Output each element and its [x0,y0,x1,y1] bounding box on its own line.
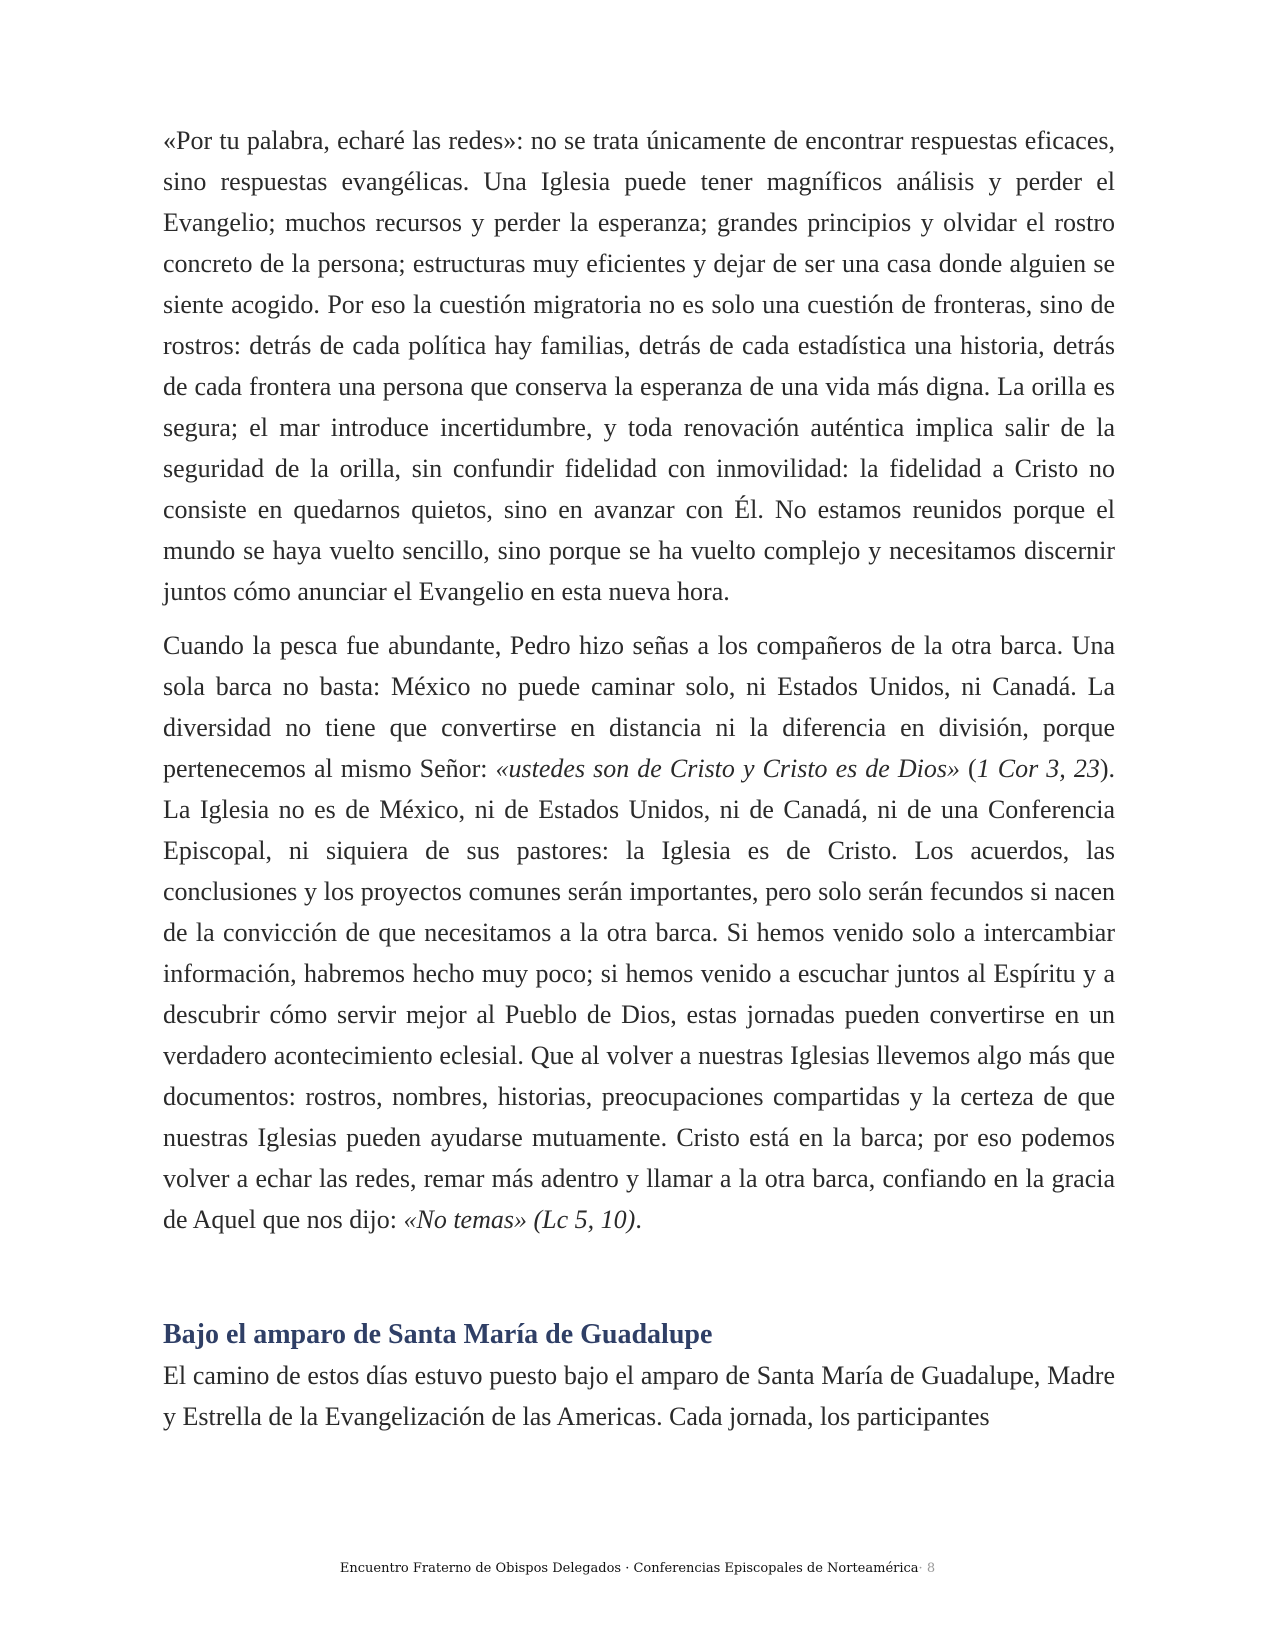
scripture-citation-1: 1 Cor 3, 23 [976,754,1100,783]
paragraph-1: «Por tu palabra, echaré las redes»: no se trata únicamente de encontrar respuestas eficaces, sino respuestas evangélicas. Una Iglesia puede tener magníficos análisis y perder el Evangelio; muchos recursos y perder la esperanza; grandes principios y olvidar el rostro concreto de la persona; estructuras muy eficientes y dejar de ser una casa donde alguien se siente acogido. Por eso la cuestión migratoria no es solo una cuestión de fronteras, sino de rostros: detrás de cada política hay familias, detrás de cada estadística una historia, detrás de cada frontera una persona que conserva la esperanza de una vida más digna. La orilla es segura; el mar introduce incertidumbre, y toda renovación auténtica implica salir de la seguridad de la orilla, sin confundir fidelidad con inmovilidad: la fidelidad a Cristo no consiste en quedarnos quietos, sino en avanzar con Él. No estamos reunidos porque el mundo se haya vuelto sencillo, sino porque se ha vuelto complejo y necesitamos discernir juntos cómo anunciar el Evangelio en esta nueva hora. [163,126,1115,606]
paragraph-2-text-a: Cuando la pesca fue abundante, Pedro hizo señas a los compañeros de la otra barca. Una sola barca no basta: México no puede caminar solo, ni Estados Unidos, ni Canadá. La diversidad no tiene que convertirse en distancia ni la diferencia en división, porque pertenecemos al mismo Señor: [163,631,1115,783]
section-heading: Bajo el amparo de Santa María de Guadalupe [163,1319,713,1350]
section-spacer [163,1253,1115,1315]
document-body [163,120,1115,1450]
paragraph-2 [163,625,1115,1240]
scripture-quote-1: «ustedes son de Cristo y Cristo es de Dios» [495,754,961,783]
page-number: 8 [926,1561,936,1576]
paragraph-2-text-c: ). La Iglesia no es de México, ni de Estados Unidos, ni de Canadá, ni de una Conferencia Episcopal, ni siquiera de sus pastores: la Iglesia es de Cristo. Los acuerdos, las conclusiones y los proyectos comunes serán importantes, pero solo serán fecundos si nacen de la convicción de que necesitamos a la otra barca. Si hemos venido solo a intercambiar información, habremos hecho muy poco; si hemos venido a escuchar juntos al Espíritu y a descubrir cómo servir mejor al Pueblo de Dios, estas jornadas pueden convertirse en un verdadero acontecimiento eclesial. Que al volver a nuestras Iglesias llevemos algo más que documentos: rostros, nombres, historias, preocupaciones compartidas y la certeza de que nuestras Iglesias pueden ayudarse mutuamente. Cristo está en la barca; por eso podemos volver a echar las redes, remar más adentro y llamar a la otra barca, confiando en la gracia de Aquel que nos dijo: [163,754,1115,1234]
footer-text: Encuentro Fraterno de Obispos Delegados · Conferencias Episcopales de Norteamérica [339,1561,919,1576]
footer-separator: · [918,1561,927,1576]
page-footer [0,1561,1275,1576]
scripture-quote-2: «No temas» (Lc 5, 10) [403,1205,636,1234]
paragraph-2-text-d: . [635,1205,642,1234]
paragraph-2-text-b: ( [960,754,977,783]
paragraph-3: El camino de estos días estuvo puesto bajo el amparo de Santa María de Guadalupe, Madre y Estrella de la Evangelización de las Americas. Cada jornada, los participantes [163,1361,1115,1431]
